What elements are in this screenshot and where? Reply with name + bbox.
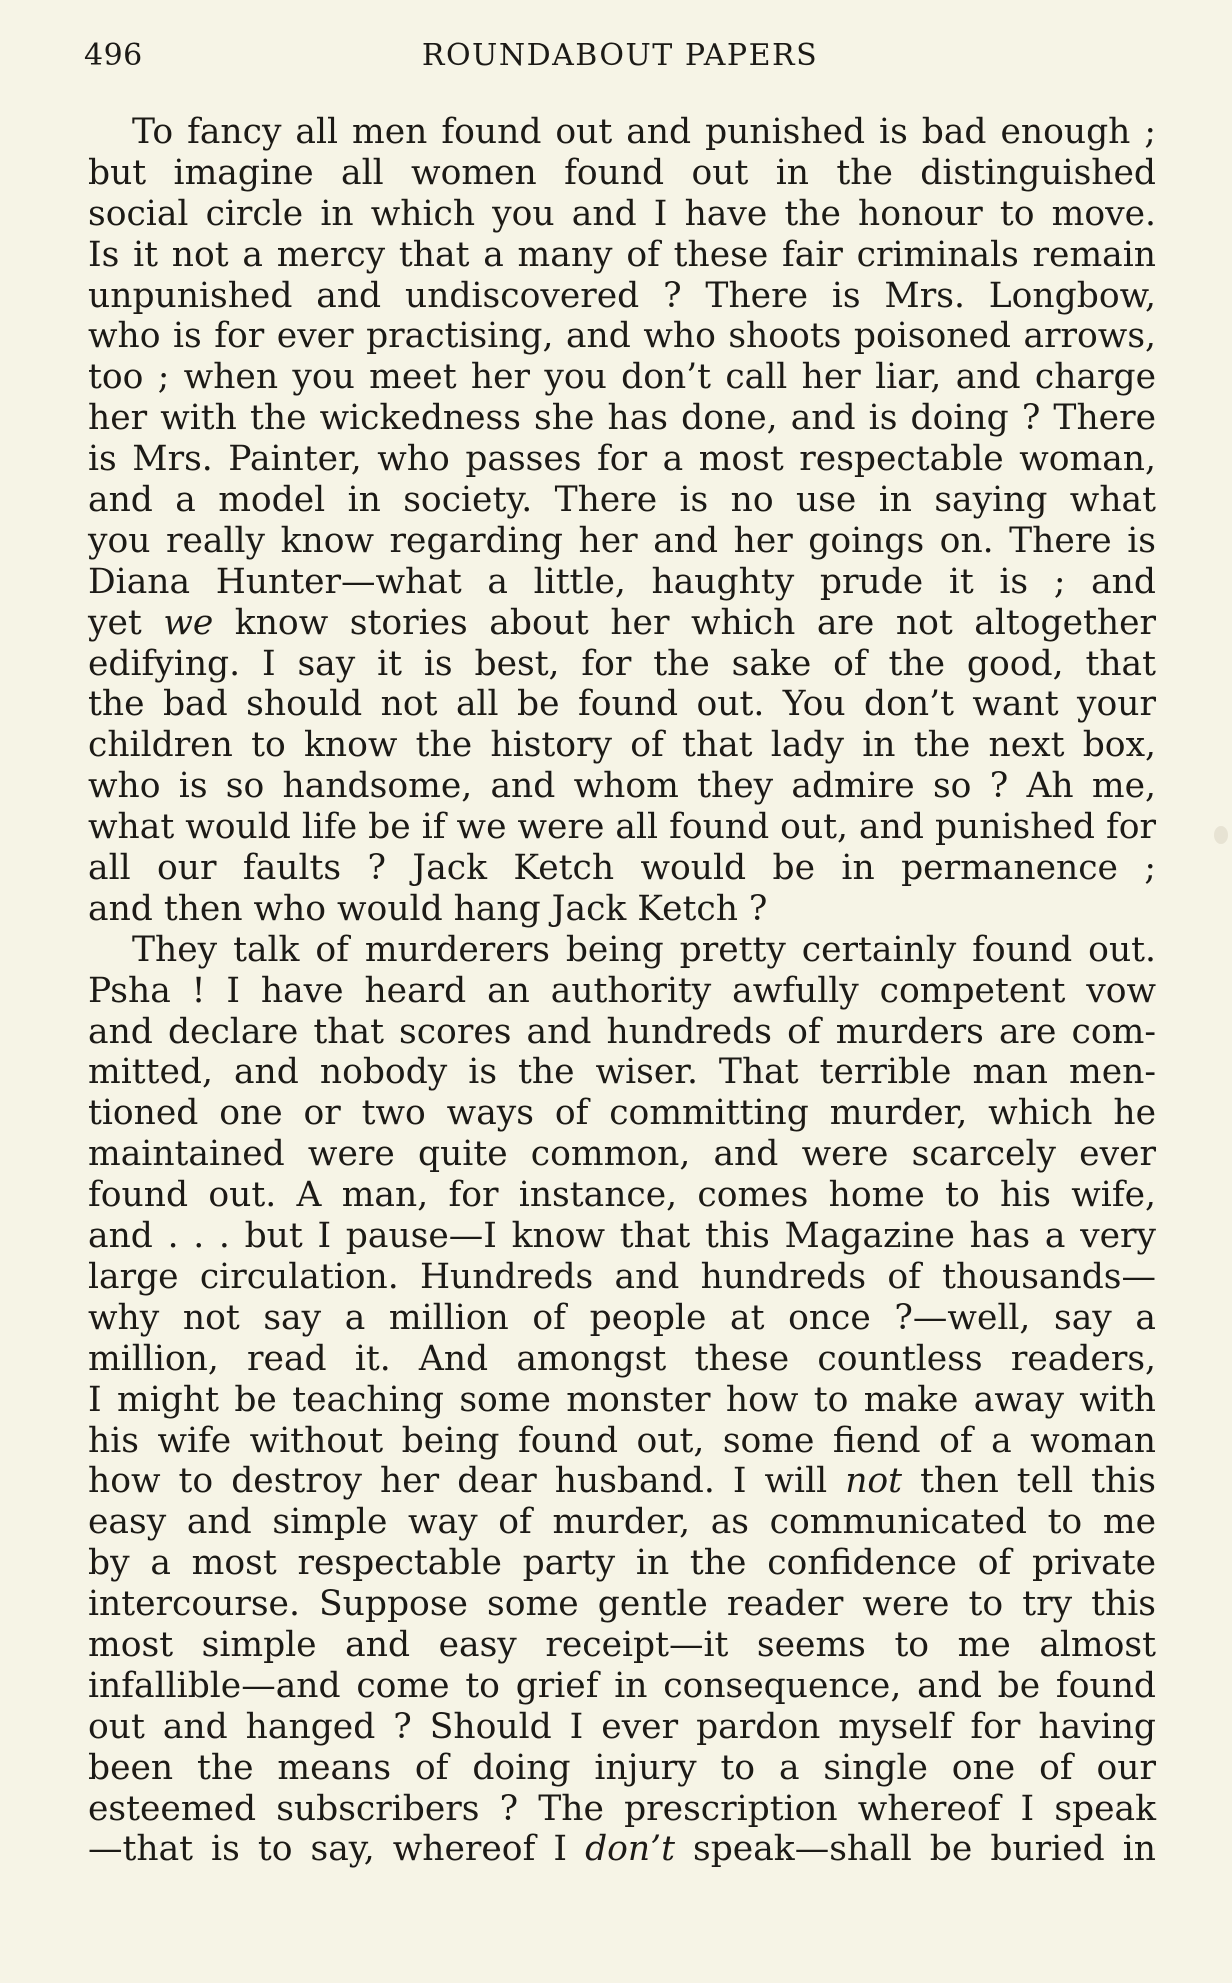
text-segment: who is for ever practising, and who shoots poisoned arrows, [88, 316, 1156, 357]
text-line [88, 644, 1156, 685]
text-segment: mitted, and nobody is the wiser. That terrible man men- [88, 1052, 1156, 1093]
text-line [88, 930, 1156, 971]
running-title: ROUNDABOUT PAPERS [421, 38, 819, 73]
text-segment: out and hanged ? Should I ever pardon myself for having [88, 1706, 1156, 1747]
text-segment: most simple and easy receipt—it seems to me almost [88, 1624, 1156, 1665]
text-line [88, 889, 1156, 930]
body-text [88, 112, 1156, 1870]
text-segment: found out. A man, for instance, comes home to his wife, [88, 1175, 1156, 1216]
text-line [88, 725, 1156, 766]
text-segment: Is it not a mercy that a many of these fair criminals remain [88, 234, 1156, 275]
text-segment: been the means of doing injury to a single one of our [88, 1747, 1156, 1788]
text-line [88, 1666, 1156, 1707]
page-header [84, 38, 1156, 82]
text-segment: her with the wickedness she has done, and is doing ? There [88, 398, 1156, 439]
text-line [88, 1502, 1156, 1543]
text-segment: To fancy all men found out and punished is bad enough ; [132, 112, 1156, 152]
text-line [88, 1421, 1156, 1462]
text-segment: then tell this [902, 1461, 1157, 1502]
text-segment: tioned one or two ways of committing murder, which he [88, 1093, 1156, 1134]
text-segment: know stories about her which are not altogether [213, 602, 1156, 643]
text-segment: easy and simple way of murder, as communicated to me [88, 1502, 1156, 1543]
text-line [88, 316, 1156, 357]
text-line [88, 1748, 1156, 1789]
text-line [88, 1829, 1156, 1870]
text-segment: maintained were quite common, and were scarcely ever [88, 1134, 1156, 1175]
text-line [88, 848, 1156, 889]
text-segment: I might be teaching some monster how to make away with [88, 1379, 1156, 1420]
text-segment: the bad should not all be found out. You don’t want your [88, 684, 1156, 725]
italic-text: not [845, 1461, 903, 1502]
text-segment: and . . . but I pause—I know that this Magazine has a very [88, 1216, 1156, 1257]
text-segment: but imagine all women found out in the distinguished [88, 152, 1156, 193]
text-segment: Diana Hunter—what a little, haughty prude it is ; and [88, 561, 1156, 602]
text-segment: you really know regarding her and her goings on. There is [88, 520, 1156, 561]
text-line [88, 1134, 1156, 1175]
text-line [88, 1707, 1156, 1748]
text-segment: large circulation. Hundreds and hundreds of thousands— [88, 1256, 1156, 1297]
text-segment: too ; when you meet her you don’t call her liar, and charge [88, 357, 1156, 398]
text-segment: and then who would hang Jack Ketch ? [88, 888, 768, 929]
paper-blemish [1214, 826, 1228, 844]
text-segment: by a most respectable party in the confidence of private [88, 1543, 1156, 1584]
text-segment: what would life be if we were all found out, and punished for [88, 807, 1156, 848]
text-line [88, 603, 1156, 644]
text-segment: and declare that scores and hundreds of murders are com- [88, 1011, 1156, 1052]
text-segment: is Mrs. Painter, who passes for a most respectable woman, [88, 439, 1156, 480]
text-line [88, 766, 1156, 807]
text-line [88, 1789, 1156, 1830]
text-line [88, 684, 1156, 725]
text-line [88, 1339, 1156, 1380]
text-segment: why not say a million of people at once ?—well, say a [88, 1297, 1156, 1338]
text-line [88, 112, 1156, 153]
italic-text: don’t [585, 1829, 675, 1870]
text-line [88, 1461, 1156, 1502]
text-line [88, 194, 1156, 235]
text-segment: children to know the history of that lady in the next box, [88, 725, 1156, 766]
text-line [88, 562, 1156, 603]
text-line [88, 1584, 1156, 1625]
text-line [88, 480, 1156, 521]
text-line [88, 1257, 1156, 1298]
page-number: 496 [84, 38, 143, 73]
text-segment: how to destroy her dear husband. I will [88, 1461, 846, 1502]
text-line [88, 971, 1156, 1012]
text-segment: social circle in which you and I have the honour to move. [88, 193, 1156, 234]
text-line [88, 235, 1156, 276]
text-segment: and a model in society. There is no use in saying what [88, 480, 1156, 521]
text-line [88, 276, 1156, 317]
text-line [88, 439, 1156, 480]
text-segment: all our faults ? Jack Ketch would be in permanence ; [88, 848, 1156, 889]
text-line [88, 1052, 1156, 1093]
text-segment: esteemed subscribers ? The prescription whereof I speak [88, 1788, 1156, 1829]
text-segment: speak—shall be buried in [674, 1829, 1156, 1870]
text-segment: intercourse. Suppose some gentle reader were to try this [88, 1584, 1156, 1625]
text-line [88, 1380, 1156, 1421]
text-segment: Psha ! I have heard an authority awfully competent vow [88, 970, 1156, 1011]
text-line [88, 1012, 1156, 1053]
text-line [88, 398, 1156, 439]
text-segment: yet [88, 602, 164, 643]
text-segment: —that is to say, whereof I [88, 1829, 586, 1870]
text-line [88, 807, 1156, 848]
text-segment: infallible—and come to grief in consequence, and be found [88, 1665, 1156, 1706]
text-segment: They talk of murderers being pretty certainly found out. [132, 929, 1156, 970]
text-segment: edifying. I say it is best, for the sake of the good, that [88, 643, 1156, 684]
text-line [88, 153, 1156, 194]
text-line [88, 521, 1156, 562]
text-line [88, 1175, 1156, 1216]
text-segment: who is so handsome, and whom they admire so ? Ah me, [88, 766, 1156, 807]
text-line [88, 1298, 1156, 1339]
text-segment: unpunished and undiscovered ? There is Mrs. Longbow, [88, 275, 1156, 316]
text-line [88, 357, 1156, 398]
italic-text: we [163, 602, 214, 643]
text-line [88, 1543, 1156, 1584]
text-segment: his wife without being found out, some fiend of a woman [88, 1420, 1156, 1461]
text-line [88, 1093, 1156, 1134]
text-segment: million, read it. And amongst these countless readers, [88, 1338, 1156, 1379]
text-line [88, 1625, 1156, 1666]
text-line [88, 1216, 1156, 1257]
